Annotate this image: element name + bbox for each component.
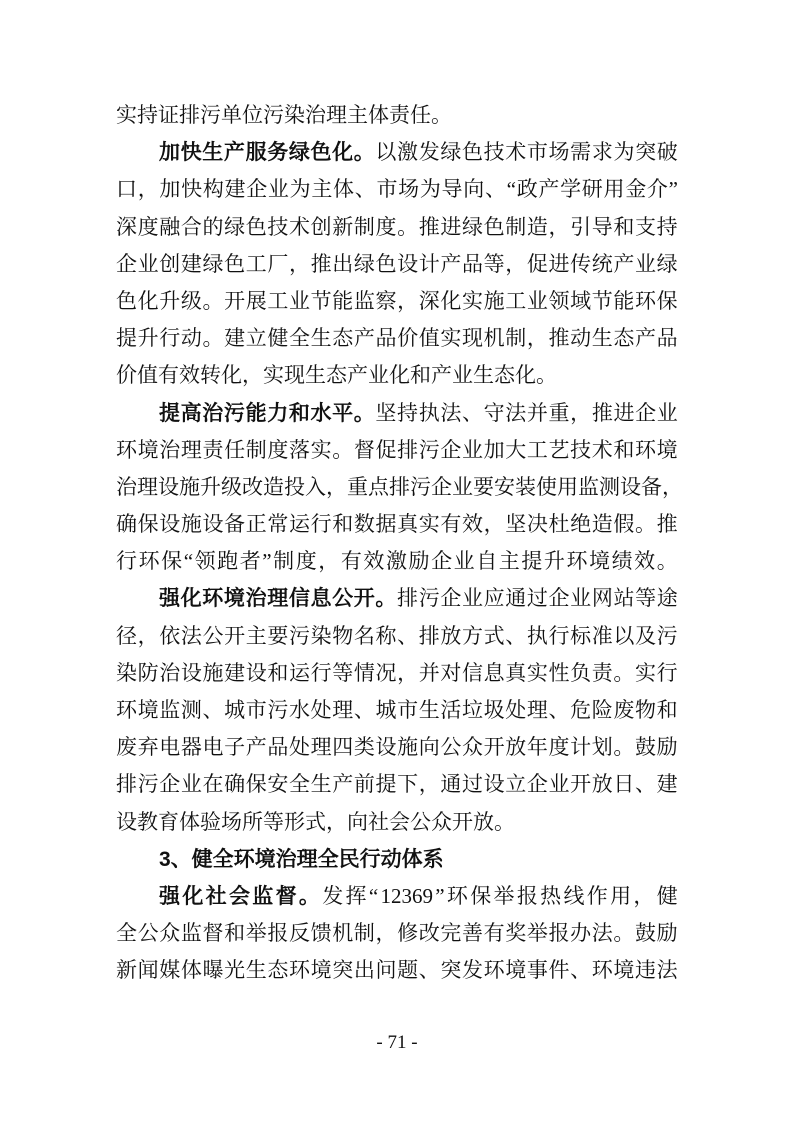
text-line: 深 度 融 合 的 绿 色 技 术 创 新 制 度 。 推 进 绿 色 制 造 ， 引 导 和 支 持 (116, 214, 678, 239)
text-line: 企 业 创 建 绿 色 工 厂 ， 推 出 绿 色 设 计 产 品 等 ， 促 进 传 统 产 业 绿 (116, 251, 678, 276)
text-block (116, 97, 683, 990)
text-line: 口 ， 加 快 构 建 企 业 为 主 体 、 市 场 为 导 向 、 “ 政 产 学 研 用 金 介 ” (116, 177, 678, 202)
text-line: 环 境 治 理 责 任 制 度 落 实 。 督 促 排 污 企 业 加 大 工 艺 技 术 和 环 境 (116, 437, 678, 462)
text-line: 染 防 治 设 施 建 设 和 运 行 等 情 况 ， 并 对 信 息 真 实 性 负 责 。 实 行 (116, 660, 678, 685)
text-line: 环 境 监 测 、 城 市 污 水 处 理 、 城 市 生 活 垃 圾 处 理 、 危 险 废 物 和 (116, 698, 678, 722)
text-line: 实持证排污单位污染治理主体责任。 (116, 103, 452, 127)
text-line: 强 化 环 境 治 理 信 息 公 开 。 排 污 企 业 应 通 过 企 业 网 站 等 途 (159, 586, 678, 611)
text-line: 价值有效转化，实现生态产业化和产业生态化。 (116, 363, 557, 388)
text-line: 提 升 行 动 。 建 立 健 全 生 态 产 品 价 值 实 现 机 制 ， 推 动 生 态 产 品 (116, 326, 678, 351)
text-line: 治 理 设 施 升 级 改 造 投 入 ， 重 点 排 污 企 业 要 安 装 使 用 监 测 设 备 ， (116, 474, 683, 499)
text-line: 强 化 社 会 监 督 。 发 挥 “ 12369 ” 环 保 举 报 热 线 作 用 ， 健 (159, 883, 678, 908)
text-line: 确 保 设 施 设 备 正 常 运 行 和 数 据 真 实 有 效 ， 坚 决 杜 绝 造 假 。 推 (116, 512, 678, 537)
text-line: 3、健全环境治理全民行动体系 (159, 847, 444, 871)
text-line: 色 化 升 级 。 开 展 工 业 节 能 监 察 ， 深 化 实 施 工 业 领 域 节 能 环 保 (116, 288, 678, 313)
text-line: 提 高 治 污 能 力 和 水 平 。 坚 持 执 法 、 守 法 并 重 ， 推 进 企 业 (159, 400, 678, 425)
text-line: 径 ， 依 法 公 开 主 要 污 染 物 名 称 、 排 放 方 式 、 执 行 标 准 以 及 污 (116, 623, 678, 648)
text-line: 加 快 生 产 服 务 绿 色 化 。 以 激 发 绿 色 技 术 市 场 需 求 为 突 破 (159, 140, 678, 165)
text-line: 新 闻 媒 体 曝 光 生 态 环 境 突 出 问 题 、 突 发 环 境 事 件 、 环 境 违 法 (116, 958, 678, 983)
text-line: 行 环 保 “ 领 跑 者 ” 制 度 ， 有 效 激 励 企 业 自 主 提 升 环 境 绩 效 。 (116, 549, 678, 574)
page-number: - 71 - (376, 1032, 418, 1053)
text-line: 全 公 众 监 督 和 举 报 反 馈 机 制 ， 修 改 完 善 有 奖 举 报 办 法 。 鼓 励 (116, 921, 678, 946)
text-line: 废 弃 电 器 电 子 产 品 处 理 四 类 设 施 向 公 众 开 放 年 度 计 划 。 鼓 励 (116, 735, 678, 760)
text-line: 排 污 企 业 在 确 保 安 全 生 产 前 提 下 ， 通 过 设 立 企 业 开 放 日 、 建 (116, 772, 678, 797)
text-line: 设教育体验场所等形式，向社会公众开放。 (116, 809, 515, 834)
